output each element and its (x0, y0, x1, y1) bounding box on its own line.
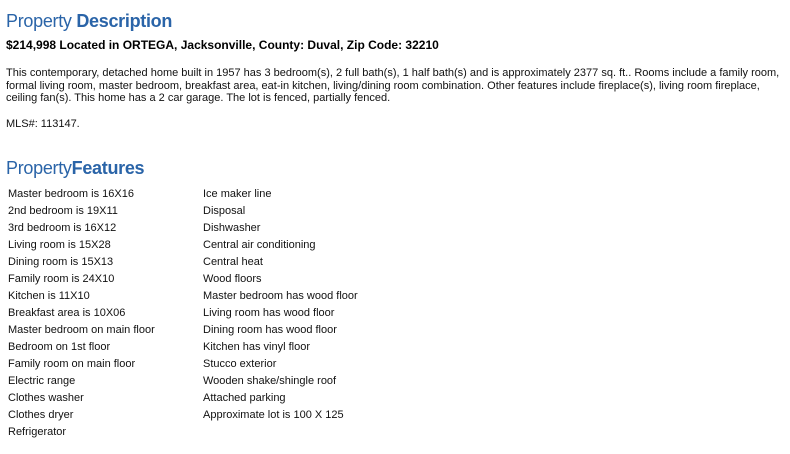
feature-item: Refrigerator (8, 426, 67, 438)
feature-item: Stucco exterior (203, 358, 277, 370)
heading-bold-text: Description (76, 11, 173, 31)
feature-item: 3rd bedroom is 16X12 (8, 222, 117, 234)
features-list-column-2 (203, 186, 358, 424)
feature-item: Kitchen is 11X10 (8, 290, 90, 302)
feature-item: Living room is 15X28 (8, 239, 111, 251)
feature-item: Clothes dryer (8, 409, 74, 421)
feature-item: Wood floors (203, 273, 262, 285)
feature-item: Central air conditioning (203, 239, 316, 251)
feature-item: Family room on main floor (8, 358, 136, 370)
feature-item: Ice maker line (203, 188, 272, 200)
feature-item: Family room is 24X10 (8, 273, 115, 285)
feature-item: Bedroom on 1st floor (8, 341, 111, 353)
feature-item: Electric range (8, 375, 76, 387)
feature-item: Dining room has wood floor (203, 324, 337, 336)
feature-item: Attached parking (203, 392, 286, 404)
property-features-heading (6, 158, 144, 179)
feature-item: Dishwasher (203, 222, 261, 234)
property-description-heading (6, 11, 172, 32)
feature-item: Master bedroom on main floor (8, 324, 155, 336)
feature-item: Approximate lot is 100 X 125 (203, 409, 344, 421)
feature-item: Wooden shake/shingle roof (203, 375, 337, 387)
mls-label: MLS#: (6, 118, 38, 130)
mls-number (6, 118, 80, 130)
feature-item: 2nd bedroom is 19X11 (8, 205, 118, 217)
heading-light-text: Property (6, 158, 72, 178)
property-description-text: This contemporary, detached home built in 1957 has 3 bedroom(s), 2 full bath(s), 1 half bath(s) and is approximately 2377 sq. ft.. Rooms include a family room, formal living room, master bedroom, breakfast area, eat-in kitchen, living/dining room combination. Other features include fireplace(s), living room fireplace, ceiling fan(s). This home has a 2 car garage. The lot is fenced, partially fenced. (6, 67, 780, 104)
feature-item: Clothes washer (8, 392, 84, 404)
feature-item: Living room has wood floor (203, 307, 335, 319)
heading-bold-text: Features (71, 158, 145, 178)
feature-item: Disposal (203, 205, 246, 217)
price-location-headline: $214,998 Located in ORTEGA, Jacksonville, County: Duval, Zip Code: 32210 (6, 38, 439, 52)
feature-item: Master bedroom has wood floor (203, 290, 358, 302)
heading-light-text: Property (6, 11, 72, 31)
feature-item: Dining room is 15X13 (8, 256, 114, 268)
feature-item: Central heat (203, 256, 263, 268)
feature-item: Master bedroom is 16X16 (8, 188, 134, 200)
feature-item: Breakfast area is 10X06 (8, 307, 126, 319)
feature-item: Kitchen has vinyl floor (203, 341, 310, 353)
mls-value: 113147. (40, 118, 80, 130)
features-list-column-1 (8, 186, 155, 441)
